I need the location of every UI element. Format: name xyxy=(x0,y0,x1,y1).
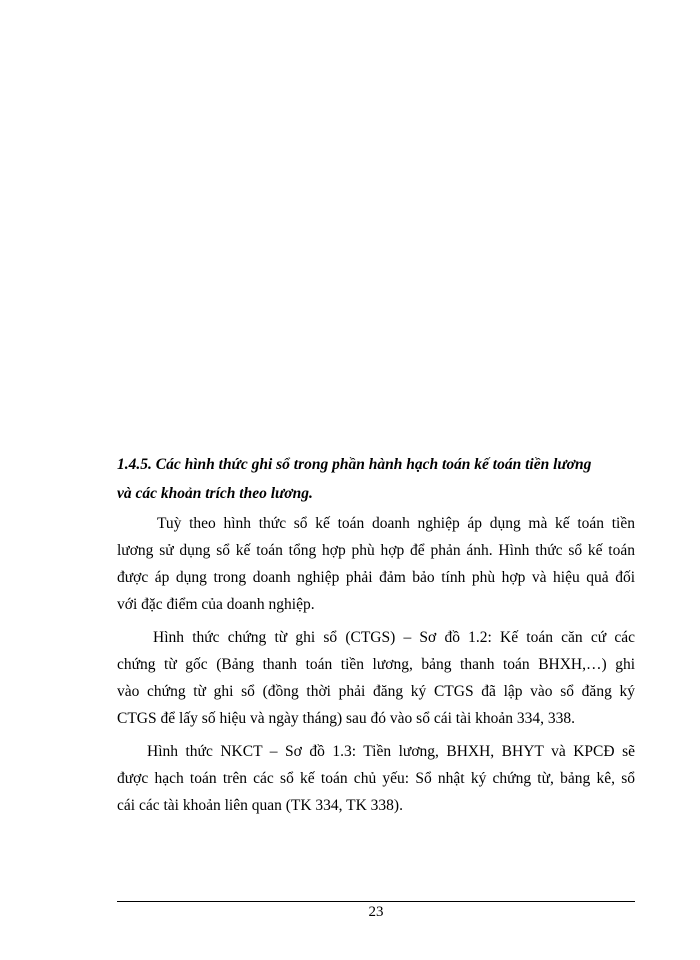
paragraph-line: Hình thức chứng từ ghi sổ (CTGS) – Sơ đồ 1.2: Kế toán căn cứ các xyxy=(153,629,635,646)
paragraph-line: vào chứng từ ghi sổ (đồng thời phải đăng ký CTGS đã lập vào sổ đăng ký xyxy=(117,683,635,700)
section-heading-line: 1.4.5. Các hình thức ghi sổ trong phần hành hạch toán kế toán tiền lương xyxy=(117,456,592,473)
paragraph-line: được hạch toán trên các sổ kế toán chủ yếu: Sổ nhật ký chứng từ, bảng kê, sổ xyxy=(117,770,635,787)
page-number: 23 xyxy=(368,904,384,920)
section-heading-line: và các khoản trích theo lương. xyxy=(117,485,313,502)
paragraph-accounting-forms xyxy=(117,510,635,618)
paragraph-line: CTGS để lấy số hiệu và ngày tháng) sau đó vào sổ cái tài khoản 334, 338. xyxy=(117,710,576,727)
footer-divider xyxy=(117,901,635,902)
page-body xyxy=(117,450,635,825)
paragraph-line: Tuỳ theo hình thức sổ kế toán doanh nghiệp áp dụng mà kế toán tiền xyxy=(157,515,635,532)
paragraph-line: lương sử dụng sổ kế toán tổng hợp phù hợp để phản ánh. Hình thức sổ kế toán xyxy=(117,542,635,559)
paragraph-ctgs xyxy=(117,624,635,732)
section-heading xyxy=(117,450,635,508)
paragraph-line: với đặc điểm của doanh nghiệp. xyxy=(117,596,315,613)
paragraph-line: được áp dụng trong doanh nghiệp phải đảm bảo tính phù hợp và hiệu quả đối xyxy=(117,569,635,586)
paragraph-nkct xyxy=(117,738,635,819)
paragraph-line: chứng từ gốc (Bảng thanh toán tiền lương, bảng thanh toán BHXH,…) ghi xyxy=(117,656,635,673)
paragraph-line: cái các tài khoản liên quan (TK 334, TK 338). xyxy=(117,797,403,814)
paragraph-line: Hình thức NKCT – Sơ đồ 1.3: Tiền lương, BHXH, BHYT và KPCĐ sẽ xyxy=(147,743,635,760)
